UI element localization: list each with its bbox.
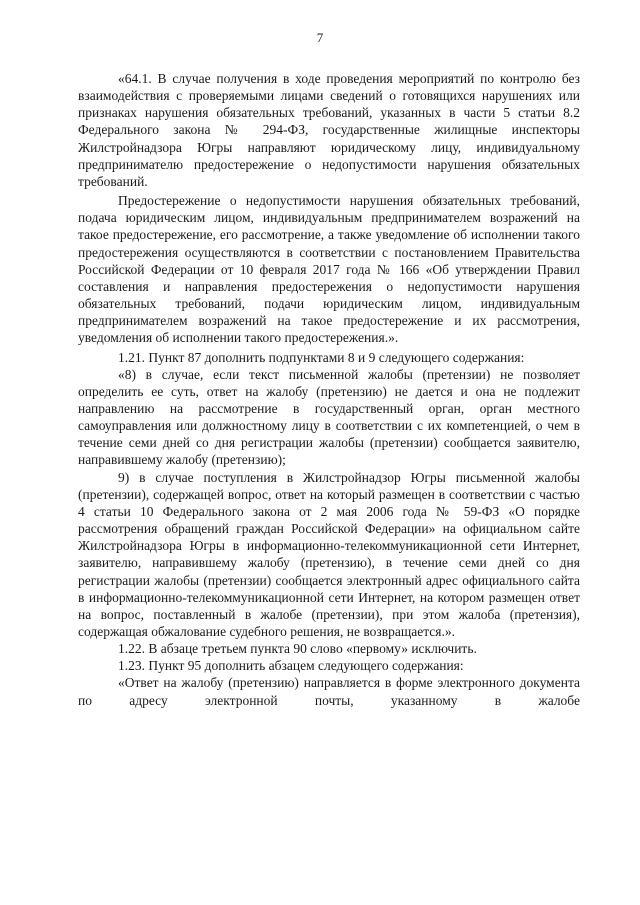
paragraph-64-1: «64.1. В случае получения в ходе проведения мероприятий по контролю без взаимодействия с проверяемыми лицами сведений о готовящихся нарушениях или признаках нарушения обязательных требований, указанных в части 5 статьи 8.2 Федерального закона № 294-ФЗ, государственные жилищные инспекторы Жилстройнадзора Югры направляют юридическому лицу, индивидуальному предпринимателю предостережение о недопустимости нарушения обязательных требований. — [78, 71, 580, 189]
paragraph-1-22: 1.22. В абзаце третьем пункта 90 слово «первому» исключить. — [118, 641, 477, 657]
paragraph-1-21: 1.21. Пункт 87 дополнить подпунктами 8 и 9 следующего содержания: — [118, 349, 525, 365]
paragraph-warning-procedure: Предостережение о недопустимости нарушения обязательных требований, подача юридическим лицом, индивидуальным предпринимателем возражений на такое предостережение, его рассмотрение, а также уведомление об исполнении такого предостережения осуществляются в соответствии с постановлением Правительства Российской Федерации от 10 февраля 2017 года № 166 «Об утверждении Правил составления и направления предостережения о недопустимости нарушения обязательных требований, подачи юридическим лицом, индивидуальным предпринимателем возражений на такое предостережение и их рассмотрения, уведомления об исполнении такого предостережения.». — [78, 193, 580, 346]
paragraph-1-23: 1.23. Пункт 95 дополнить абзацем следующего содержания: — [118, 658, 464, 674]
page-number: 7 — [316, 30, 324, 45]
document-body — [78, 70, 580, 709]
paragraph-response-form: «Ответ на жалобу (претензию) направляется в форме электронного документа по адресу электронной почты, указанному в жалобе — [78, 675, 580, 708]
paragraph-subitem-9: 9) в случае поступления в Жилстройнадзор Югры письменной жалобы (претензии), содержащей вопрос, ответ на который размещен в соответствии с частью 4 статьи 10 Федерального закона от 2 мая 2006 года № 59-ФЗ «О порядке рассмотрения обращений граждан Российской Федерации» на официальном сайте Жилстройнадзора Югры в информационно-телекоммуникационной сети Интернет, заявителю, направившему жалобу (претензию), в течение семи дней со дня регистрации жалобы (претензии) сообщается электронный адрес официального сайта в информационно-телекоммуникационной сети Интернет, на котором размещен ответ на вопрос, поставленный в жалобе (претензии), при этом жалоба (претензия), содержащая обжалование судебного решения, не возвращается.». — [78, 469, 580, 639]
paragraph-subitem-8: «8) в случае, если текст письменной жалобы (претензии) не позволяет определить ее суть, ответ на жалобу (претензию) не дается и она не подлежит направлению на рассмотрение в государственный орган, орган местного самоуправления или должностному лицу в соответствии с их компетенцией, о чем в течение семи дней со дня регистрации жалобы (претензии) сообщается заявителю, направившему жалобу (претензию); — [78, 366, 580, 468]
